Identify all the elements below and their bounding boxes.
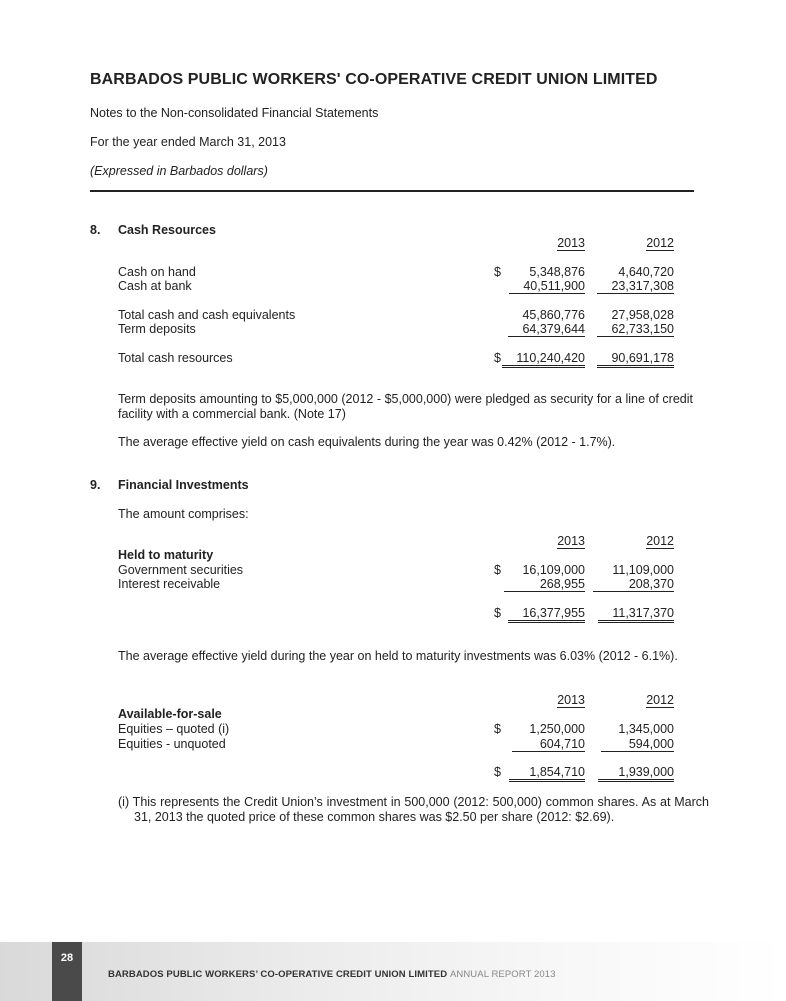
htm-heading: Held to maturity: [118, 548, 214, 562]
s8-row-2012: 4,640,720: [618, 265, 674, 279]
afs-row-label: Equities – quoted (i): [118, 722, 230, 736]
footer-caption: [108, 969, 556, 980]
s8-note-pledged: Term deposits amounting to $5,000,000 (2012 - $5,000,000) were pledged as security for a line of credit facility with a commercial bank. (Note 17): [118, 392, 693, 421]
s8-total-2012: 90,691,178: [597, 351, 674, 368]
currency-symbol: $: [494, 351, 501, 365]
s8-row-2013: 64,379,644: [508, 322, 585, 337]
currency-symbol: $: [494, 563, 501, 577]
s8-row-2012: 23,317,308: [597, 279, 674, 294]
s8-row-2013: 45,860,776: [522, 308, 585, 322]
s8-row-2012: 27,958,028: [611, 308, 674, 322]
page-subtitle: Notes to the Non-consolidated Financial Statements: [90, 106, 379, 120]
currency-symbol: $: [494, 722, 501, 736]
currency-note: (Expressed in Barbados dollars): [90, 164, 268, 178]
s8-row-2013: 40,511,900: [509, 279, 585, 294]
afs-footnote: (i) This represents the Credit Union’s investment in 500,000 (2012: 500,000) common shares. As at March 31, 2013 the quoted price of these common shares was $2.50 per share (2012: $2.69).: [118, 795, 709, 824]
header-divider: [90, 190, 694, 192]
s8-row-label: Total cash and cash equivalents: [118, 308, 296, 322]
htm-total-2013: 16,377,955: [508, 606, 585, 623]
period-text: For the year ended March 31, 2013: [90, 135, 286, 149]
afs-total-2013: 1,854,710: [509, 765, 585, 782]
s8-col-2013: 2013: [557, 236, 585, 250]
section-9-number: 9.: [90, 478, 101, 492]
afs-col-2013: 2013: [557, 693, 585, 707]
htm-row-2012: 208,370: [593, 577, 674, 592]
htm-row-2012: 11,109,000: [612, 563, 674, 577]
s8-row-label: Cash at bank: [118, 279, 192, 293]
afs-row-2012: 1,345,000: [618, 722, 674, 736]
footer-org-name: BARBADOS PUBLIC WORKERS’ CO-OPERATIVE CREDIT UNION LIMITED: [108, 969, 448, 980]
afs-heading: Available-for-sale: [118, 707, 222, 721]
s8-total-2013: 110,240,420: [502, 351, 585, 368]
afs-row-2013: 1,250,000: [529, 722, 585, 736]
currency-symbol: $: [494, 765, 501, 779]
s8-note-yield: The average effective yield on cash equivalents during the year was 0.42% (2012 - 1.7%).: [118, 435, 616, 449]
htm-total-2012: 11,317,370: [598, 606, 674, 623]
s9-intro: The amount comprises:: [118, 507, 249, 521]
afs-col-2012: 2012: [646, 693, 674, 707]
afs-total-2012: 1,939,000: [598, 765, 674, 782]
htm-row-2013: 16,109,000: [522, 563, 585, 577]
afs-row-2012: 594,000: [601, 737, 674, 752]
s8-row-2012: 62,733,150: [597, 322, 674, 337]
s8-col-2012: 2012: [646, 236, 674, 250]
page-number-tab: [52, 942, 82, 1001]
footer-report-label: ANNUAL REPORT 2013: [449, 969, 556, 980]
section-8-title: Cash Resources: [118, 223, 216, 237]
htm-row-2013: 268,955: [504, 577, 585, 592]
currency-symbol: $: [494, 606, 501, 620]
s8-total-label: Total cash resources: [118, 351, 233, 365]
htm-row-label: Government securities: [118, 563, 244, 577]
s8-row-label: Term deposits: [118, 322, 196, 336]
afs-row-2013: 604,710: [512, 737, 585, 752]
section-9-title: Financial Investments: [118, 478, 249, 492]
htm-note: The average effective yield during the year on held to maturity investments was 6.03% (2012 - 6.1%).: [118, 649, 678, 663]
page-number: 28: [60, 952, 74, 964]
htm-row-label: Interest receivable: [118, 577, 221, 591]
htm-col-2013: 2013: [557, 534, 585, 548]
page-title: BARBADOS PUBLIC WORKERS' CO-OPERATIVE CREDIT UNION LIMITED: [90, 71, 658, 88]
afs-row-label: Equities - unquoted: [118, 737, 226, 751]
section-8-number: 8.: [90, 223, 101, 237]
currency-symbol: $: [494, 265, 501, 279]
s8-row-2013: 5,348,876: [529, 265, 585, 279]
s8-row-label: Cash on hand: [118, 265, 196, 279]
htm-col-2012: 2012: [646, 534, 674, 548]
